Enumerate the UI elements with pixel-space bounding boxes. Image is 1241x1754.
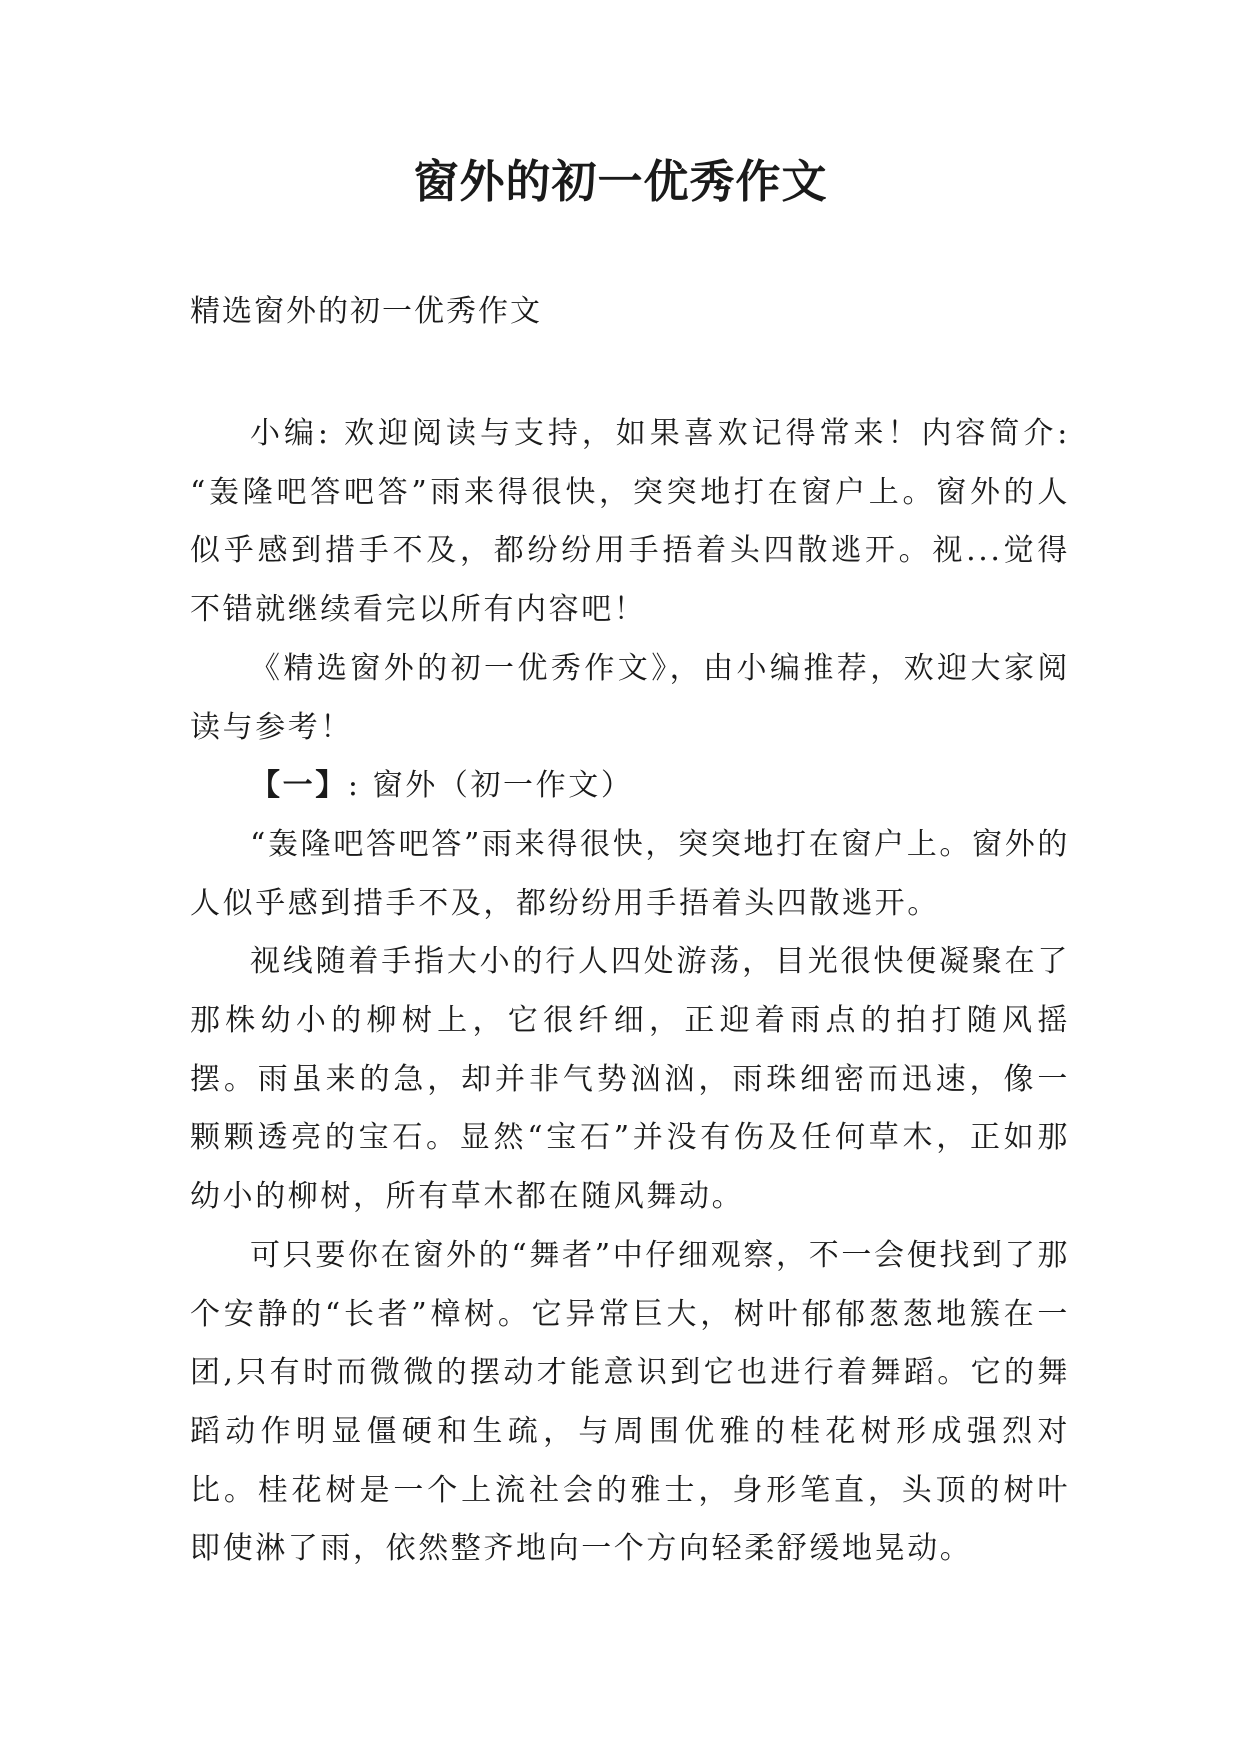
body-paragraph: “轰隆吧答吧答”雨来得很快，突突地打在窗户上。窗外的人似乎感到措手不及，都纷纷用手捂着头四散逃开。 xyxy=(190,826,1070,921)
document-body xyxy=(190,405,1070,1579)
body-paragraph: 可只要你在窗外的“舞者”中仔细观察，不一会便找到了那个安静的“长者”樟树。它异常巨大，树叶郁郁葱葱地簇在一团,只有时而微微的摆动才能意识到它也进行着舞蹈。它的舞蹈动作明显僵硬和生疏，与周围优雅的桂花树形成强烈对比。桂花树是一个上流社会的雅士，身形笔直，头顶的树叶即使淋了雨，依然整齐地向一个方向轻柔舒缓地晃动。 xyxy=(190,1237,1070,1567)
section-number: 【一】 xyxy=(250,768,348,804)
body-paragraph: 视线随着手指大小的行人四处游荡，目光很快便凝聚在了那株幼小的柳树上，它很纤细，正迎着雨点的拍打随风摇摆。雨虽来的急，却并非气势汹汹，雨珠细密而迅速，像一颗颗透亮的宝石。显然“宝石”并没有伤及任何草木，正如那幼小的柳树，所有草木都在随风舞动。 xyxy=(190,944,1070,1215)
section-title: 窗外（初一作文） xyxy=(372,768,634,804)
document-title: 窗外的初一优秀作文 xyxy=(413,155,828,208)
intro-paragraph: 小编: 欢迎阅读与支持，如果喜欢记得常来！内容简介: “轰隆吧答吧答”雨来得很快，突突地打在窗户上。窗外的人似乎感到措手不及，都纷纷用手捂着头四散逃开。视...觉得不错就继续看完以所有内容吧！ xyxy=(190,416,1070,628)
recommend-paragraph: 《精选窗外的初一优秀作文》，由小编推荐，欢迎大家阅读与参考！ xyxy=(190,650,1070,745)
document-subtitle: 精选窗外的初一优秀作文 xyxy=(190,294,542,329)
section-heading xyxy=(190,757,1070,816)
section-separator: : xyxy=(347,768,373,804)
